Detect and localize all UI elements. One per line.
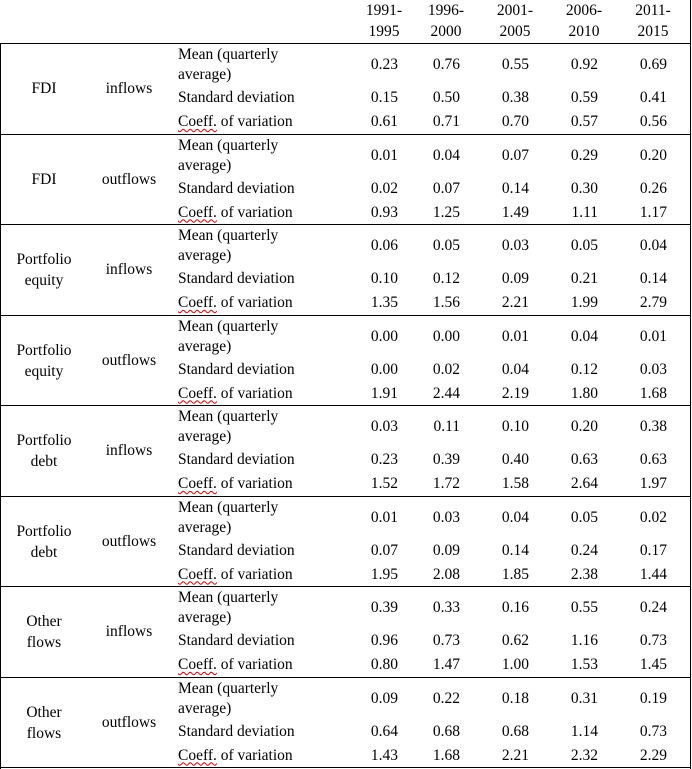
sd-value: 0.12 — [570, 360, 598, 378]
cv-value: 1.68 — [432, 746, 460, 764]
cv-value: 1.91 — [370, 384, 398, 402]
group-rule — [0, 767, 691, 768]
sd-value: 0.73 — [639, 722, 667, 740]
cv-value: 1.35 — [370, 294, 398, 311]
flow-type-line: Portfolio — [16, 522, 72, 540]
cv-value: 1.72 — [432, 475, 460, 492]
cv-value: 2.21 — [501, 294, 529, 311]
mean-value: 0.03 — [501, 237, 529, 254]
mean-label-cont: average) — [178, 609, 232, 626]
cv-value: 1.95 — [370, 565, 398, 583]
period-header: 1996- 2000 — [427, 2, 465, 40]
sd-label: Standard deviation — [178, 270, 295, 287]
period-header-end: 2010 — [568, 23, 600, 40]
cv-value: 1.85 — [501, 565, 529, 583]
sd-label: Standard deviation — [178, 360, 295, 378]
flow-direction-label: inflows — [105, 623, 153, 640]
mean-value: 0.33 — [432, 599, 460, 616]
cv-label — [178, 202, 293, 223]
flow-direction-label: outflows — [101, 351, 157, 369]
mean-value: 0.20 — [639, 146, 667, 164]
sd-value: 0.64 — [370, 722, 398, 740]
sd-value: 0.12 — [432, 270, 460, 287]
cv-value: 1.00 — [501, 656, 529, 673]
cv-label-rest: of variation — [216, 475, 293, 492]
sd-value: 0.73 — [639, 632, 667, 649]
flow-type-label — [0, 78, 88, 99]
cv-value: 1.53 — [570, 656, 598, 673]
flow-direction-label: inflows — [105, 442, 153, 459]
cv-value: 0.61 — [370, 113, 398, 130]
cv-value: 2.79 — [639, 294, 667, 311]
group-rule — [0, 224, 691, 225]
flow-type-label — [0, 340, 88, 382]
mean-value: 0.04 — [501, 508, 529, 526]
mean-value: 0.00 — [370, 327, 398, 345]
cv-label-word: Coeff. — [178, 384, 217, 402]
cv-label-word: Coeff. — [178, 203, 217, 221]
mean-label-cont: average) — [178, 337, 232, 355]
mean-value: 0.05 — [432, 237, 460, 254]
sd-value: 0.73 — [432, 632, 460, 649]
mean-label: Mean (quarterly — [178, 408, 279, 425]
mean-value: 0.01 — [370, 508, 398, 526]
cv-value: 1.43 — [370, 746, 398, 764]
flow-type-line: Portfolio — [16, 251, 72, 268]
sd-value: 0.14 — [501, 541, 529, 559]
right-border — [690, 0, 691, 769]
flow-type-label — [0, 169, 88, 190]
sd-value: 0.17 — [639, 541, 667, 559]
cv-label — [178, 292, 293, 313]
sd-value: 0.40 — [501, 451, 529, 468]
cv-value: 2.29 — [639, 746, 667, 764]
sd-value: 0.04 — [501, 360, 529, 378]
sd-value: 0.02 — [432, 360, 460, 378]
sd-label: Standard deviation — [178, 89, 295, 106]
sd-value: 0.21 — [570, 270, 598, 287]
cv-label-rest: of variation — [216, 203, 293, 221]
group-rule — [0, 677, 691, 678]
mean-label: Mean (quarterly — [178, 589, 279, 606]
mean-value: 0.38 — [639, 418, 667, 435]
mean-value: 0.06 — [370, 237, 398, 254]
flow-type-line: FDI — [31, 170, 57, 188]
cv-value: 2.64 — [570, 475, 598, 492]
flow-type-line: debt — [30, 453, 58, 470]
flow-type-line: Other — [26, 703, 62, 721]
mean-value: 0.76 — [432, 56, 460, 73]
mean-label-cont: average) — [178, 428, 232, 445]
flow-direction-label: inflows — [105, 80, 153, 97]
mean-value: 0.16 — [501, 599, 529, 616]
period-header: 2006- 2010 — [565, 2, 603, 40]
cv-value: 1.47 — [432, 656, 460, 673]
mean-value: 0.10 — [501, 418, 529, 435]
flow-type-line: Other — [26, 613, 62, 630]
cv-value: 1.17 — [639, 203, 667, 221]
mean-label: Mean (quarterly — [178, 498, 279, 516]
mean-value: 0.00 — [432, 327, 460, 345]
cv-value: 2.32 — [570, 746, 598, 764]
sd-value: 0.50 — [432, 89, 460, 106]
flow-type-line: flows — [26, 724, 62, 742]
mean-label: Mean (quarterly — [178, 317, 279, 335]
sd-label: Standard deviation — [178, 179, 295, 197]
sd-label: Standard deviation — [178, 541, 295, 559]
sd-value: 0.39 — [432, 451, 460, 468]
sd-value: 0.26 — [639, 179, 667, 197]
cv-label-word: Coeff. — [178, 294, 217, 311]
sd-label: Standard deviation — [178, 722, 295, 740]
sd-value: 0.09 — [432, 541, 460, 559]
group-rule — [0, 315, 691, 316]
cv-label — [178, 383, 293, 404]
sd-value: 0.41 — [639, 89, 667, 106]
sd-value: 0.62 — [501, 632, 529, 649]
mean-value: 0.04 — [639, 237, 667, 254]
mean-value: 0.05 — [570, 237, 598, 254]
cv-label-word: Coeff. — [178, 475, 217, 492]
period-header: 2011- 2015 — [635, 2, 671, 40]
mean-value: 0.04 — [570, 327, 598, 345]
cv-label — [178, 111, 293, 132]
cv-value: 1.25 — [432, 203, 460, 221]
flow-type-line: Portfolio — [16, 432, 72, 449]
sd-value: 0.63 — [639, 451, 667, 468]
cv-value: 2.08 — [432, 565, 460, 583]
cv-value: 1.56 — [432, 294, 460, 311]
cv-value: 2.19 — [501, 384, 529, 402]
mean-value: 0.07 — [501, 146, 529, 164]
mean-value: 0.11 — [433, 418, 460, 435]
cv-value: 1.52 — [370, 475, 398, 492]
cv-value: 1.45 — [639, 656, 667, 673]
cv-label — [178, 473, 293, 494]
sd-value: 0.23 — [370, 451, 398, 468]
sd-value: 0.68 — [432, 722, 460, 740]
sd-value: 0.15 — [370, 89, 398, 106]
sd-label: Standard deviation — [178, 632, 295, 649]
period-header-end: 1995 — [368, 23, 400, 40]
mean-value: 0.05 — [570, 508, 598, 526]
mean-label: Mean (quarterly — [178, 46, 279, 63]
flow-type-line: FDI — [31, 80, 57, 97]
flow-type-line: equity — [24, 362, 64, 380]
cv-value: 1.58 — [501, 475, 529, 492]
group-rule — [0, 586, 691, 587]
cv-value: 2.38 — [570, 565, 598, 583]
mean-label-cont: average) — [178, 156, 232, 174]
sd-value: 0.07 — [370, 541, 398, 559]
mean-value: 0.69 — [639, 56, 667, 73]
period-header: 2001- 2005 — [496, 2, 534, 40]
period-header-end: 2005 — [499, 23, 531, 40]
flow-direction-label: outflows — [101, 170, 157, 188]
mean-value: 0.55 — [570, 599, 598, 616]
cv-value: 0.80 — [370, 656, 398, 673]
mean-value: 0.92 — [570, 56, 598, 73]
cv-label-rest: of variation — [216, 656, 293, 673]
sd-value: 0.24 — [570, 541, 598, 559]
sd-value: 0.59 — [570, 89, 598, 106]
mean-label: Mean (quarterly — [178, 679, 279, 697]
sd-value: 0.14 — [501, 179, 529, 197]
mean-label-cont: average) — [178, 247, 232, 264]
header-rule — [0, 43, 691, 44]
cv-value: 1.97 — [639, 475, 667, 492]
cv-label-rest: of variation — [216, 746, 293, 764]
sd-label: Standard deviation — [178, 451, 295, 468]
flow-type-line: flows — [26, 634, 62, 651]
mean-label-cont: average) — [178, 699, 232, 717]
sd-value: 0.30 — [570, 179, 598, 197]
cv-value: 2.44 — [432, 384, 460, 402]
cv-value: 0.71 — [432, 113, 460, 130]
sd-value: 0.14 — [639, 270, 667, 287]
sd-value: 0.03 — [639, 360, 667, 378]
flow-type-label — [0, 249, 88, 291]
mean-label: Mean (quarterly — [178, 136, 279, 154]
mean-value: 0.03 — [432, 508, 460, 526]
mean-value: 0.55 — [501, 56, 529, 73]
flow-type-line: Portfolio — [16, 341, 72, 359]
cv-value: 0.93 — [370, 203, 398, 221]
mean-label-cont: average) — [178, 66, 232, 83]
mean-value: 0.18 — [501, 689, 529, 707]
sd-value: 0.10 — [370, 270, 398, 287]
cv-value: 1.99 — [570, 294, 598, 311]
cv-value: 1.68 — [639, 384, 667, 402]
cv-label-word: Coeff. — [178, 565, 217, 583]
cv-label-word: Coeff. — [178, 113, 217, 130]
cv-label-rest: of variation — [216, 565, 293, 583]
cv-value: 2.21 — [501, 746, 529, 764]
mean-value: 0.01 — [501, 327, 529, 345]
cv-value: 1.80 — [570, 384, 598, 402]
mean-label: Mean (quarterly — [178, 227, 279, 244]
sd-value: 0.63 — [570, 451, 598, 468]
mean-value: 0.22 — [432, 689, 460, 707]
group-rule — [0, 496, 691, 497]
cv-label — [178, 745, 293, 766]
flow-direction-label: inflows — [105, 261, 153, 278]
cv-label-word: Coeff. — [178, 656, 217, 673]
mean-value: 0.29 — [570, 146, 598, 164]
cv-label-word: Coeff. — [178, 746, 217, 764]
mean-value: 0.03 — [370, 418, 398, 435]
sd-value: 0.38 — [501, 89, 529, 106]
mean-value: 0.23 — [370, 56, 398, 73]
mean-value: 0.02 — [639, 508, 667, 526]
sd-value: 0.68 — [501, 722, 529, 740]
mean-value: 0.31 — [570, 689, 598, 707]
flow-type-label — [0, 521, 88, 563]
cv-label-rest: of variation — [216, 384, 293, 402]
mean-value: 0.01 — [639, 327, 667, 345]
sd-value: 0.07 — [432, 179, 460, 197]
flow-direction-label: outflows — [101, 532, 157, 550]
cv-value: 1.11 — [571, 203, 598, 221]
mean-value: 0.01 — [370, 146, 398, 164]
period-header-end: 2015 — [637, 23, 669, 40]
sd-value: 1.14 — [570, 722, 598, 740]
left-border — [0, 43, 1, 769]
mean-value: 0.39 — [370, 599, 398, 616]
mean-value: 0.20 — [570, 418, 598, 435]
cv-value: 0.70 — [501, 113, 529, 130]
flow-type-label — [0, 702, 88, 744]
mean-value: 0.24 — [639, 599, 667, 616]
group-rule — [0, 405, 691, 406]
mean-value: 0.19 — [639, 689, 667, 707]
group-rule — [0, 134, 691, 135]
mean-value: 0.04 — [432, 146, 460, 164]
sd-value: 0.02 — [370, 179, 398, 197]
sd-value: 0.96 — [370, 632, 398, 649]
flow-direction-label: outflows — [101, 713, 157, 731]
flow-type-line: equity — [24, 272, 64, 289]
period-header-end: 2000 — [430, 23, 462, 40]
flow-type-label — [0, 430, 88, 472]
mean-label-cont: average) — [178, 518, 232, 536]
flow-type-label — [0, 611, 88, 653]
sd-value: 1.16 — [570, 632, 598, 649]
mean-value: 0.09 — [370, 689, 398, 707]
cv-value: 1.44 — [639, 565, 667, 583]
cv-label — [178, 654, 293, 675]
sd-value: 0.09 — [501, 270, 529, 287]
cv-value: 0.56 — [639, 113, 667, 130]
sd-value: 0.00 — [370, 360, 398, 378]
cv-value: 1.49 — [501, 203, 529, 221]
cv-label — [178, 564, 293, 585]
cv-label-rest: of variation — [216, 113, 293, 130]
cv-value: 0.57 — [570, 113, 598, 130]
flow-type-line: debt — [30, 543, 58, 561]
period-header: 1991- 1995 — [365, 2, 403, 40]
cv-label-rest: of variation — [216, 294, 293, 311]
